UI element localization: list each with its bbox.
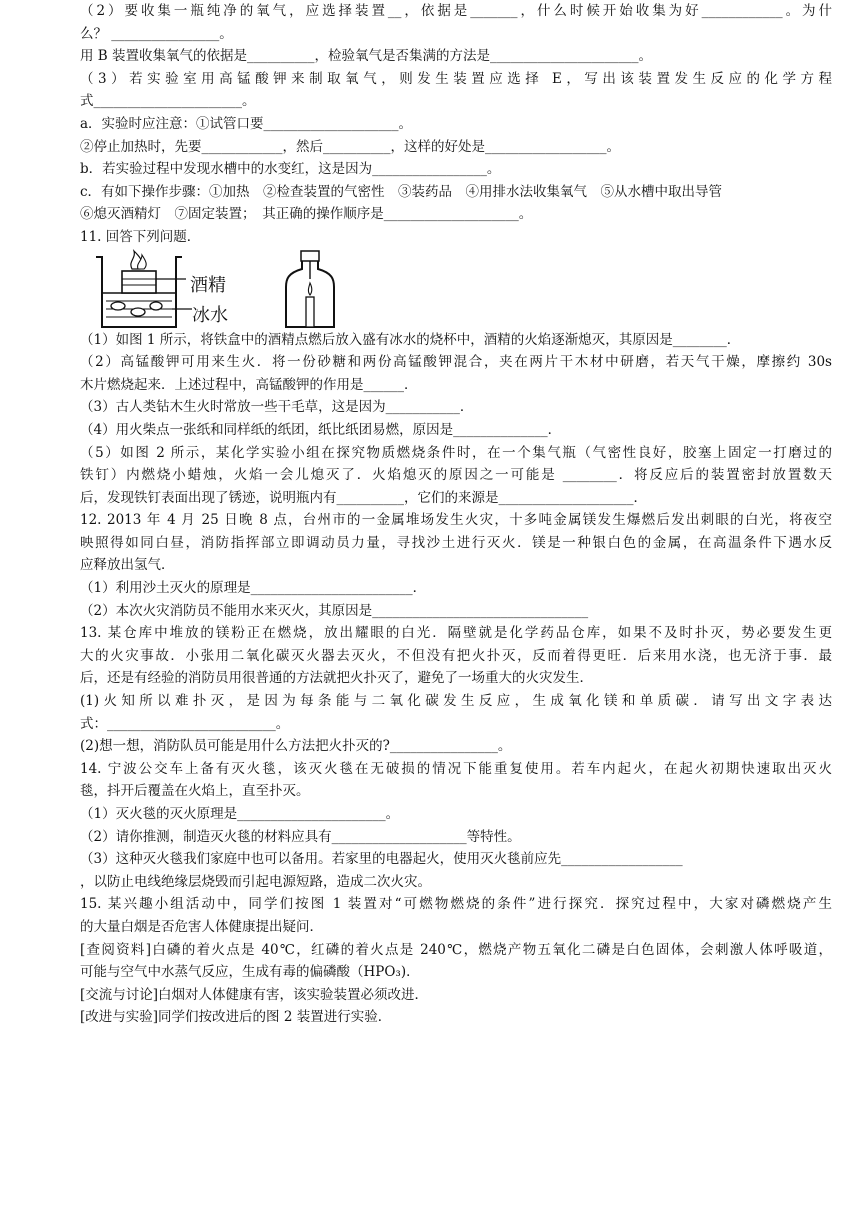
text-line: 用 B 装置收集氧气的依据是__________，检验氧气是否集满的方法是______________________。 xyxy=(80,48,653,65)
document-body xyxy=(80,0,832,1029)
text-line: 的大量白烟是否危害人体健康提出疑问． xyxy=(80,918,323,935)
text-line: (2)想一想，消防队员可能是用什么方法把火扑灭的?________________。 xyxy=(80,738,512,755)
text-line: 毯，抖开后覆盖在火焰上，直至扑灭。 xyxy=(80,783,310,800)
text-line: （1）灭火毯的灭火原理是______________________。 xyxy=(80,806,400,822)
text-line: [查阅资料]白磷的着火点是 40℃，红磷的着火点是 240℃，燃烧产物五氧化二磷是白色固体，会刺激人体呼吸道， xyxy=(80,941,832,958)
gas-jar-with-candle-icon xyxy=(280,249,340,329)
text-line: 13. 某仓库中堆放的镁粉正在燃烧，放出耀眼的白光．隔壁就是化学药品仓库，如果不及时扑灭，势必要发生更 xyxy=(80,625,832,642)
text-line: （2）要收集一瓶纯净的氧气，应选择装置__，依据是_______，什么时候开始收集为好____________。为什 xyxy=(80,3,832,19)
text-line: [改进与实验]同学们按改进后的图 2 装置进行实验． xyxy=(80,1009,392,1026)
text-line: b．若实验过程中发现水槽中的水变红，这是因为_________________。 xyxy=(80,161,501,178)
label-alcohol: 酒精 xyxy=(190,274,226,296)
text-line: 14. 宁波公交车上备有灭火毯，该灭火毯在无破损的情况下能重复使用。若车内起火，在起火初期快速取出灭火 xyxy=(80,760,832,777)
text-line: ⑥熄灭酒精灯 ⑦固定装置； 其正确的操作顺序是____________________。 xyxy=(80,206,533,223)
text-line: （5）如图 2 所示，某化学实验小组在探究物质燃烧条件时，在一个集气瓶（气密性良好，胶塞上固定一打磨过的 xyxy=(80,444,832,461)
text-line: 式：_________________________。 xyxy=(80,715,290,732)
text-line: 后，发现铁钉表面出现了锈迹，说明瓶内有__________，它们的来源是____________________． xyxy=(80,489,647,506)
text-line: 映照得如同白昼，消防指挥部立即调动员力量，寻找沙土进行灭火．镁是一种银白色的金属，在高温条件下遇水反 xyxy=(80,534,832,551)
text-line: 么？ ________________。 xyxy=(80,25,233,42)
text-line: （3）古人类钻木生火时常放一些干毛草，这是因为___________． xyxy=(80,399,474,416)
text-line: ，以防止电线绝缘层烧毁而引起电源短路，造成二次火灾。 xyxy=(80,873,431,890)
text-line: 应释放出氢气． xyxy=(80,557,175,574)
text-line: （1）如图 1 所示，将铁盒中的酒精点燃后放入盛有冰水的烧杯中，酒精的火焰逐渐熄灭，其原因是________． xyxy=(80,331,741,348)
text-line: (1)火知所以难扑灭，是因为每条能与二氧化碳发生反应，生成氧化镁和单质碳．请写出文字表达 xyxy=(80,693,832,710)
text-line: （3）这种灭火毯我们家庭中也可以备用。若家里的电器起火，使用灭火毯前应先__________________ xyxy=(80,851,683,868)
text-line: 12. 2013 年 4 月 25 日晚 8 点，台州市的一金属堆场发生火灾，十多吨金属镁发生爆燃后发出刺眼的白光，将夜空 xyxy=(80,512,832,529)
text-line: ②停止加热时，先要____________，然后__________，这样的好处是__________________。 xyxy=(80,138,620,155)
text-line: c．有如下操作步骤：①加热 ②检查装置的气密性 ③装药品 ④用排水法收集氧气 ⑤从水槽中取出导管 xyxy=(80,183,723,200)
text-line: 大的火灾事故．小张用二氧化碳灭火器去灭火，不但没有把火扑灭，反而着得更旺．后来用水浇，也无济于事．最 xyxy=(80,647,832,664)
text-line: （2）请你推测，制造灭火毯的材料应具有____________________等特性。 xyxy=(80,828,521,845)
text-line: （3）若实验室用高锰酸钾来制取氧气，则发生装置应选择 E，写出该装置发生反应的化学方程 xyxy=(80,70,832,87)
text-line: （1）利用沙土灭火的原理是________________________． xyxy=(80,580,427,597)
text-line: 15. 某兴趣小组活动中，同学们按图 1 装置对“可燃物燃烧的条件”进行探究．探究过程中，大家对磷燃烧产生 xyxy=(80,896,832,913)
text-line: 式______________________。 xyxy=(80,93,256,110)
text-line: （2）高锰酸钾可用来生火．将一份砂糖和两份高锰酸钾混合，夹在两片干木材中研磨，若天气干燥，摩擦约 30s xyxy=(80,354,832,371)
text-line: a．实验时应注意：①试管口要____________________。 xyxy=(80,115,413,132)
text-line: 11. 回答下列问题． xyxy=(80,228,201,245)
text-line: （2）本次火灾消防员不能用水来灭火，其原因是________________________________ xyxy=(80,602,589,619)
text-line: 后，还是有经验的消防员用很普通的方法就把火扑灭了，避免了一场重大的火灾发生． xyxy=(80,670,593,687)
text-line: （4）用火柴点一张纸和同样纸的纸团，纸比纸团易燃，原因是______________． xyxy=(80,421,562,438)
text-line: 木片燃烧起来．上述过程中，高锰酸钾的作用是______． xyxy=(80,376,418,393)
text-line: [交流与讨论]白烟对人体健康有害，该实验装置必须改进． xyxy=(80,986,429,1003)
label-ice-water: 冰水 xyxy=(192,304,228,326)
text-line: 铁钉）内燃烧小蜡烛，火焰一会儿熄灭了．火焰熄灭的原因之一可能是 ________．将反应后的装置密封放置数天 xyxy=(80,467,832,484)
text-line: 可能与空气中水蒸气反应，生成有毒的偏磷酸（HPO₃)． xyxy=(80,964,420,981)
figure-row xyxy=(80,249,832,329)
